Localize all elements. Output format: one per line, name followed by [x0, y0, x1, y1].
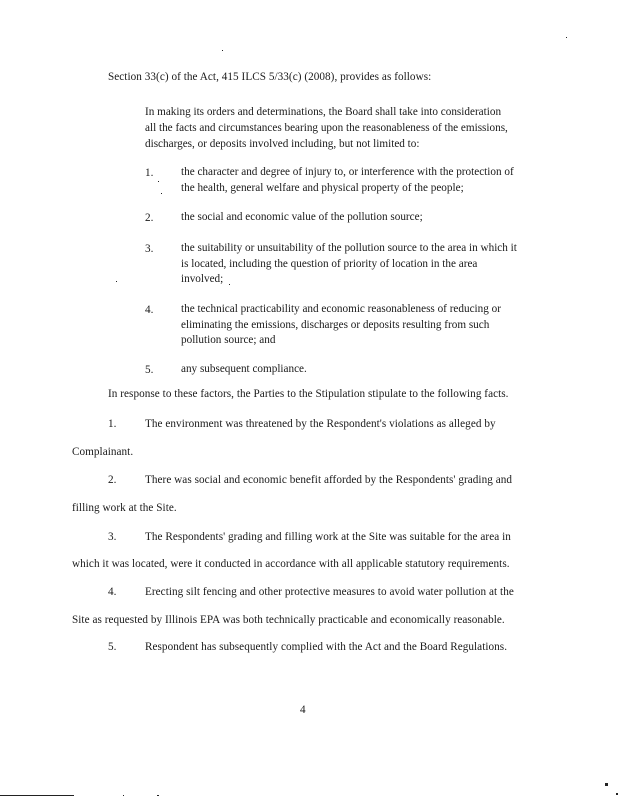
scan-speck	[229, 284, 230, 285]
intro-line: Section 33(c) of the Act, 415 ILCS 5/33(c) (2008), provides as follows:	[108, 71, 432, 83]
quote-paragraph-line-3: discharges, or deposits involved including, but not limited to:	[145, 138, 420, 150]
fact-2-line-1: There was social and economic benefit afforded by the Respondents' grading and	[145, 474, 513, 486]
scan-speck	[158, 181, 159, 182]
fact-3-line-1: The Respondents' grading and filling work at the Site was suitable for the area in	[145, 531, 511, 543]
factor-1-line-2: the health, general welfare and physical property of the people;	[181, 182, 464, 194]
fact-1-line-2: Complainant.	[72, 446, 134, 458]
factor-5-number: 5.	[145, 364, 154, 376]
factor-2-line-1: the social and economic value of the pollution source;	[181, 211, 423, 223]
fact-4-line-1: Erecting silt fencing and other protective measures to avoid water pollution at the	[145, 586, 514, 598]
scan-speck	[605, 783, 608, 786]
factor-4-line-3: pollution source; and	[181, 334, 276, 346]
page-number: 4	[300, 704, 306, 716]
fact-2-line-2: filling work at the Site.	[72, 502, 177, 514]
factor-1-number: 1.	[145, 167, 154, 179]
quote-paragraph-line-2: all the facts and circumstances bearing upon the reasonableness of the emissions,	[145, 122, 508, 134]
factor-3-number: 3.	[145, 243, 154, 255]
factor-2-number: 2.	[145, 212, 154, 224]
factor-4-line-2: eliminating the emissions, discharges or deposits resulting from such	[181, 319, 490, 331]
quote-paragraph-line-1: In making its orders and determinations, the Board shall take into consideration	[145, 106, 502, 118]
fact-5-number: 5.	[108, 641, 117, 653]
fact-4-number: 4.	[108, 586, 117, 598]
factor-3-line-1: the suitability or unsuitability of the pollution source to the area in which it	[181, 242, 517, 254]
factor-3-line-2: is located, including the question of priority of location in the area	[181, 258, 478, 270]
fact-5-line-1: Respondent has subsequently complied with the Act and the Board Regulations.	[145, 641, 508, 653]
fact-1-number: 1.	[108, 418, 117, 430]
scan-speck	[222, 50, 223, 51]
factor-3-line-3: involved;	[181, 273, 224, 285]
factor-4-line-1: the technical practicability and economic reasonableness of reducing or	[181, 303, 501, 315]
response-line: In response to these factors, the Parties to the Stipulation stipulate to the following facts.	[108, 388, 509, 400]
factor-5-line-1: any subsequent compliance.	[181, 363, 307, 375]
fact-1-line-1: The environment was threatened by the Respondent's violations as alleged by	[145, 418, 496, 430]
fact-3-line-2: which it was located, were it conducted in accordance with all applicable statutory requirements.	[72, 558, 510, 570]
bottom-rule	[0, 795, 74, 796]
factor-4-number: 4.	[145, 304, 154, 316]
factor-1-line-1: the character and degree of injury to, or interference with the protection of	[181, 166, 514, 178]
scan-speck	[616, 793, 618, 795]
scan-speck	[566, 37, 567, 38]
scan-speck	[116, 281, 117, 282]
scan-speck	[157, 795, 159, 796]
scan-speck	[161, 193, 162, 194]
fact-3-number: 3.	[108, 531, 117, 543]
scan-speck	[123, 795, 124, 796]
fact-4-line-2: Site as requested by Illinois EPA was both technically practicable and economically reasonable.	[72, 614, 505, 626]
fact-2-number: 2.	[108, 474, 117, 486]
